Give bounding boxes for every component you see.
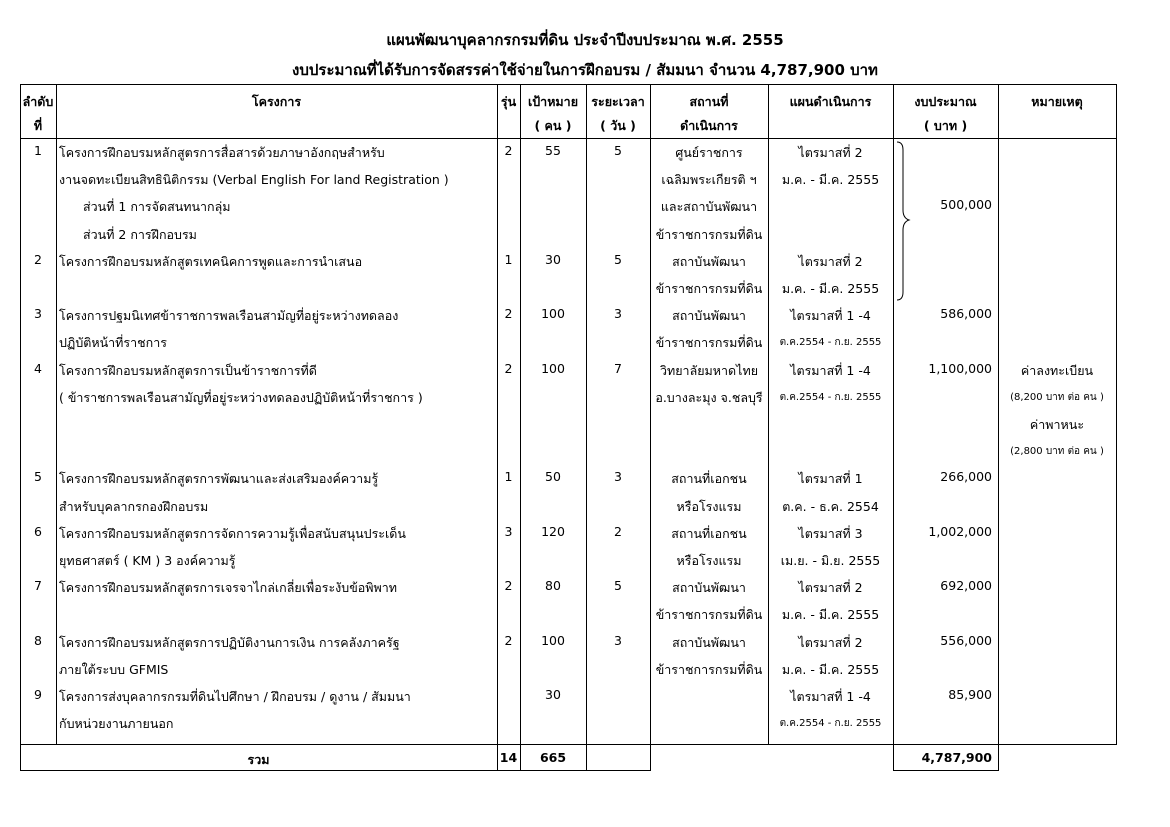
plan-text: ม.ค. - มี.ค. 2555 [781, 607, 880, 623]
total-target: 665 [539, 750, 567, 765]
grid-line [20, 84, 1117, 85]
target-cell: 100 [541, 360, 565, 376]
plan-text: ต.ค.2554 - ก.ย. 2555 [779, 718, 882, 730]
venue-text: และสถาบันพัฒนา [660, 199, 758, 215]
grid-line [650, 744, 651, 770]
header-no: ที่ [33, 118, 43, 133]
duration-cell: 2 [614, 523, 622, 539]
venue-text: ศูนย์ราชการ [675, 145, 743, 160]
header-duration: ระยะเวลา [591, 94, 645, 109]
duration-cell: 5 [614, 143, 622, 158]
budget-cell: 266,000 [940, 469, 992, 485]
total-batch: 14 [499, 750, 518, 765]
batch-cell: 2 [504, 306, 513, 322]
venue-text: สถาบันพัฒนา [672, 580, 746, 596]
plan-text: ไตรมาสที่ 2 [798, 145, 863, 160]
budget-cell: 556,000 [940, 632, 992, 648]
project-text: ภายใต้ระบบ GFMIS [59, 661, 169, 677]
venue-text: อ.บางละมุง จ.ชลบุรี [655, 389, 763, 405]
venue-text: หรือโรงแรม [676, 553, 742, 568]
venue-text: เฉลิมพระเกียรติ ฯ [661, 172, 757, 188]
project-text: โครงการปฐมนิเทศข้าราชการพลเรือนสามัญที่อยู่ระหว่างทดลอง [59, 308, 399, 324]
grid-line [998, 84, 999, 744]
batch-cell: 2 [504, 360, 513, 376]
project-text: โครงการฝึกอบรมหลักสูตรการจัดการความรู้เพื่อสนับสนุนประเด็น [59, 525, 406, 541]
grid-line [1116, 84, 1117, 744]
batch-cell: 2 [504, 632, 513, 648]
venue-text: ข้าราชการกรมที่ดิน [655, 335, 763, 351]
row-number: 6 [34, 523, 42, 539]
row-number: 7 [34, 578, 42, 594]
target-cell: 100 [541, 632, 565, 648]
duration-cell: 3 [614, 632, 622, 648]
total-label: รวม [247, 752, 270, 767]
budget-cell: 1,002,000 [928, 523, 992, 539]
remark-text: (8,200 บาท ต่อ คน ) [1010, 391, 1104, 403]
venue-text: สถานที่เอกชน [671, 471, 747, 487]
training-plan-table [20, 84, 1116, 772]
row-number: 5 [34, 469, 42, 485]
venue-text: หรือโรงแรม [676, 498, 742, 514]
plan-text: ไตรมาสที่ 1 -4 [790, 308, 871, 324]
plan-text: ไตรมาสที่ 2 [798, 634, 863, 650]
document-title: แผนพัฒนาบุคลากรกรมที่ดิน ประจำปีงบประมาณ พ.ศ. 2555 [386, 31, 784, 49]
plan-text: ต.ค.2554 - ก.ย. 2555 [779, 337, 882, 349]
grid-line [586, 744, 587, 770]
project-text: ( ข้าราชการพลเรือนสามัญที่อยู่ระหว่างทดลองปฏิบัติหน้าที่ราชการ ) [59, 389, 423, 405]
batch-cell: 2 [504, 143, 513, 158]
duration-cell: 5 [614, 251, 622, 267]
row-number: 2 [34, 251, 42, 267]
target-cell: 80 [545, 578, 561, 594]
batch-cell: 3 [504, 523, 513, 539]
project-text: สำหรับบุคลากรกองฝึกอบรม [59, 498, 209, 514]
row-number: 9 [34, 687, 42, 702]
grid-line [998, 744, 999, 770]
project-text: งานจดทะเบียนสิทธินิติกรรม (Verbal English For land Registration ) [59, 172, 449, 188]
venue-text: ข้าราชการกรมที่ดิน [655, 281, 763, 296]
header-plan: แผนดำเนินการ [789, 94, 872, 109]
project-text: โครงการฝึกอบรมหลักสูตรการพัฒนาและส่งเสริมองค์ความรู้ [59, 471, 379, 487]
venue-text: วิทยาลัยมหาดไทย [659, 362, 759, 378]
venue-text: ข้าราชการกรมที่ดิน [655, 226, 763, 242]
header-no: ลำดับ [22, 94, 54, 109]
project-text: ส่วนที่ 1 การจัดสนทนากลุ่ม [83, 199, 231, 215]
header-venue: สถานที่ [689, 94, 729, 109]
duration-cell: 5 [614, 578, 622, 594]
budget-cell: 85,900 [948, 687, 992, 702]
budget-cell: 1,100,000 [928, 360, 992, 376]
venue-text: สถาบันพัฒนา [672, 253, 746, 269]
budget-cell: 586,000 [940, 306, 992, 322]
project-text: โครงการฝึกอบรมหลักสูตรการปฏิบัติงานการเงิน การคลังภาครัฐ [59, 634, 400, 650]
target-cell: 100 [541, 306, 565, 322]
project-text: ส่วนที่ 2 การฝึกอบรม [83, 226, 197, 242]
plan-text: ไตรมาสที่ 1 -4 [790, 362, 871, 378]
header-target: ( คน ) [534, 118, 572, 133]
target-cell: 30 [545, 251, 561, 267]
grid-line [20, 138, 1117, 139]
target-cell: 55 [545, 143, 561, 158]
remark-text: ค่าลงทะเบียน [1020, 362, 1094, 378]
document-subtitle: งบประมาณที่ได้รับการจัดสรรค่าใช้จ่ายในการฝึกอบรม / สัมมนา จำนวน 4,787,900 บาท [292, 61, 878, 79]
plan-text: ม.ค. - มี.ค. 2555 [781, 281, 880, 296]
header-budget: งบประมาณ [914, 94, 977, 109]
duration-cell: 7 [614, 360, 622, 376]
grid-line [893, 770, 999, 771]
remark-text: ค่าพาหนะ [1029, 417, 1085, 432]
batch-cell: 2 [504, 578, 513, 594]
plan-text: ม.ค. - มี.ค. 2555 [781, 661, 880, 677]
plan-text: ไตรมาสที่ 1 -4 [790, 689, 871, 704]
header-remark: หมายเหตุ [1031, 94, 1083, 109]
row-number: 3 [34, 306, 42, 322]
budget-bracket [895, 140, 915, 310]
project-text: ยุทธศาสตร์ ( KM ) 3 องค์ความรู้ [59, 553, 236, 568]
header-budget: ( บาท ) [923, 118, 968, 133]
plan-text: ไตรมาสที่ 1 [798, 471, 863, 487]
budget-cell: 500,000 [940, 197, 992, 213]
header-batch: รุ่น [500, 94, 517, 109]
batch-cell: 1 [504, 469, 513, 485]
venue-text: สถานที่เอกชน [671, 525, 747, 541]
project-text: โครงการส่งบุคลากรกรมที่ดินไปศึกษา / ฝึกอบรม / ดูงาน / สัมมนา [59, 689, 411, 704]
total-budget: 4,787,900 [921, 750, 992, 765]
row-number: 1 [34, 143, 42, 158]
venue-text: สถาบันพัฒนา [672, 634, 746, 650]
row-number: 8 [34, 632, 42, 648]
plan-text: เม.ย. - มิ.ย. 2555 [780, 553, 881, 568]
batch-cell: 1 [504, 251, 513, 267]
venue-text: ข้าราชการกรมที่ดิน [655, 607, 763, 623]
target-cell: 50 [545, 469, 561, 485]
plan-text: ต.ค.2554 - ก.ย. 2555 [779, 391, 882, 403]
project-text: โครงการฝึกอบรมหลักสูตรการสื่อสารด้วยภาษาอังกฤษสำหรับ [59, 145, 385, 160]
project-text: กับหน่วยงานภายนอก [59, 716, 174, 732]
header-project: โครงการ [251, 94, 302, 109]
duration-cell: 3 [614, 469, 622, 485]
header-duration: ( วัน ) [600, 118, 636, 133]
target-cell: 30 [545, 687, 561, 702]
plan-text: ต.ค. - ธ.ค. 2554 [782, 498, 879, 514]
project-text: ปฏิบัติหน้าที่ราชการ [59, 335, 167, 351]
project-text: โครงการฝึกอบรมหลักสูตรการเจรจาไกล่เกลี่ยเพื่อระงับข้อพิพาท [59, 580, 397, 596]
grid-line [20, 770, 651, 771]
grid-line [20, 744, 1117, 745]
budget-cell: 692,000 [940, 578, 992, 594]
plan-text: ไตรมาสที่ 3 [798, 525, 863, 541]
plan-text: ไตรมาสที่ 2 [798, 253, 863, 269]
plan-text: ไตรมาสที่ 2 [798, 580, 863, 596]
venue-text: สถาบันพัฒนา [672, 308, 746, 324]
header-venue: ดำเนินการ [680, 118, 738, 133]
target-cell: 120 [541, 523, 565, 539]
grid-line [56, 84, 57, 744]
project-text: โครงการฝึกอบรมหลักสูตรการเป็นข้าราชการที่ดี [59, 362, 317, 378]
remark-text: (2,800 บาท ต่อ คน ) [1010, 446, 1104, 458]
row-number: 4 [34, 360, 42, 376]
project-text: โครงการฝึกอบรมหลักสูตรเทคนิคการพูดและการนำเสนอ [59, 253, 363, 269]
header-target: เป้าหมาย [527, 94, 579, 109]
venue-text: ข้าราชการกรมที่ดิน [655, 661, 763, 677]
duration-cell: 3 [614, 306, 622, 322]
plan-text: ม.ค. - มี.ค. 2555 [781, 172, 880, 188]
